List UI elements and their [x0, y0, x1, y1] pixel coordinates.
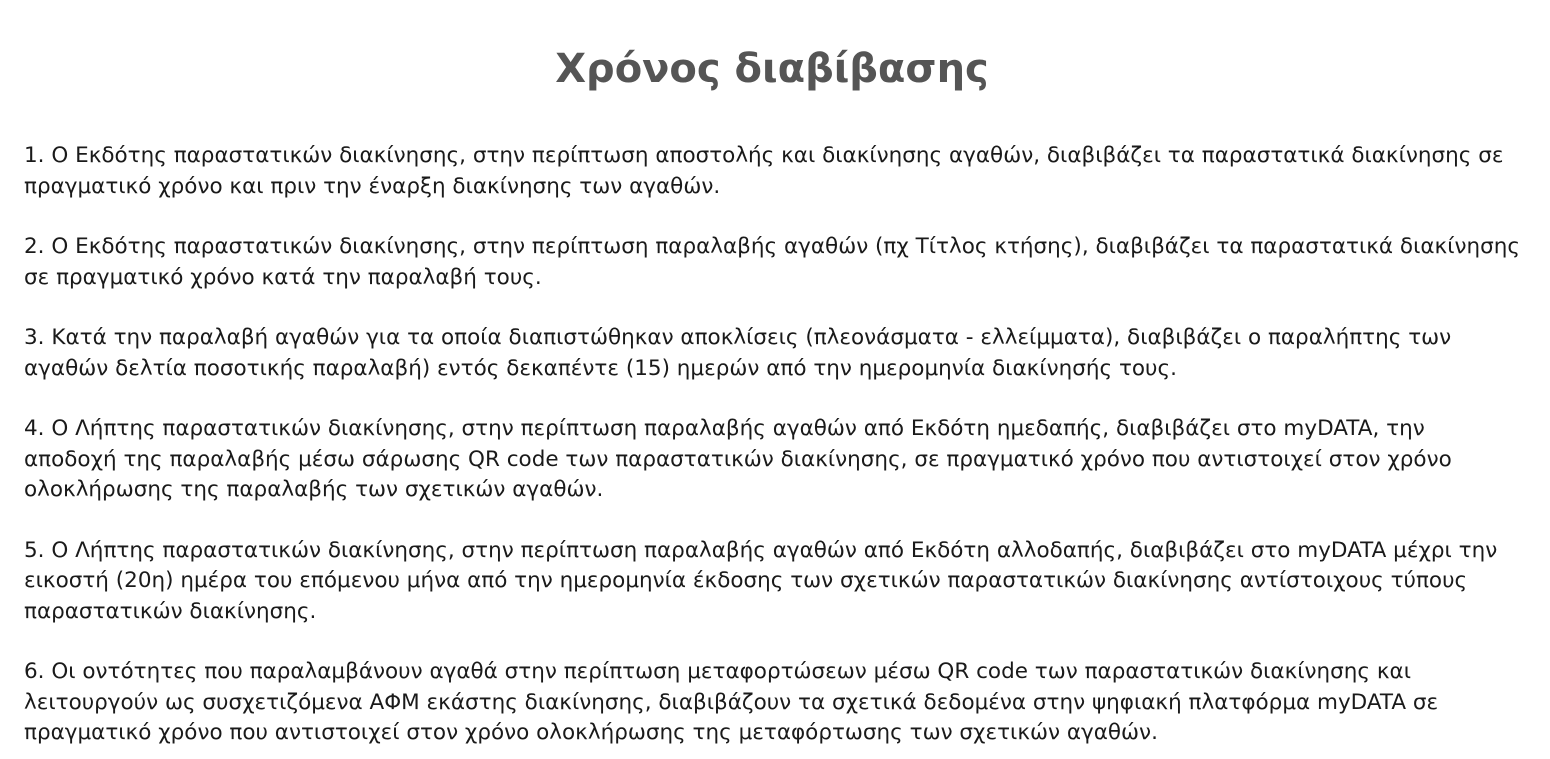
page-title: Χρόνος διαβίβασης [555, 46, 989, 92]
transmission-rules-list [24, 141, 1520, 749]
list-item-5: 5. Ο Λήπτης παραστατικών διακίνησης, στην περίπτωση παραλαβής αγαθών από Εκδότη αλλοδαπής, διαβιβάζει στο myDATA μέχρι την εικοστή (20η) ημέρα του επόμενου μήνα από την ημερομηνία έκδοσης των σχετικών παραστατικών διακίνησης αντίστοιχους τύπους παραστατικών διακίνησης. [24, 537, 1498, 624]
list-item-3: 3. Κατά την παραλαβή αγαθών για τα οποία διαπιστώθηκαν αποκλίσεις (πλεονάσματα - ελλείμματα), διαβιβάζει ο παραλήπτης των αγαθών δελτία ποσοτικής παραλαβή) εντός δεκαπέντε (15) ημερών από την ημερομηνία διακίνησής τους. [24, 325, 1452, 381]
list-item-1: 1. Ο Εκδότης παραστατικών διακίνησης, στην περίπτωση αποστολής και διακίνησης αγαθών, διαβιβάζει τα παραστατικά διακίνησης σε πραγματικό χρόνο και πριν την έναρξη διακίνησης των αγαθών. [24, 143, 1504, 199]
list-item-6: 6. Οι οντότητες που παραλαμβάνουν αγαθά στην περίπτωση μεταφορτώσεων μέσω QR code των παραστατικών διακίνησης και λειτουργούν ως συσχετιζόμενα ΑΦΜ εκάστης διακίνησης, διαβιβάζουν τα σχετικά δεδομένα στην ψηφιακή πλατφόρμα myDATA σε πραγματικό χρόνο που αντιστοιχεί στον χρόνο ολοκλήρωσης της μεταφόρτωσης των σχετικών αγαθών. [24, 659, 1439, 745]
list-item-4: 4. Ο Λήπτης παραστατικών διακίνησης, στην περίπτωση παραλαβής αγαθών από Εκδότη ημεδαπής, διαβιβάζει στο myDATA, την αποδοχή της παραλαβής μέσω σάρωσης QR code των παραστατικών διακίνησης, σε πραγματικό χρόνο που αντιστοιχεί στον χρόνο ολοκλήρωσης της παραλαβής των σχετικών αγαθών. [24, 416, 1452, 502]
list-item-2: 2. Ο Εκδότης παραστατικών διακίνησης, στην περίπτωση παραλαβής αγαθών (πχ Τίτλος κτήσης), διαβιβάζει τα παραστατικά διακίνησης σε πραγματικό χρόνο κατά την παραλαβή τους. [24, 234, 1520, 290]
